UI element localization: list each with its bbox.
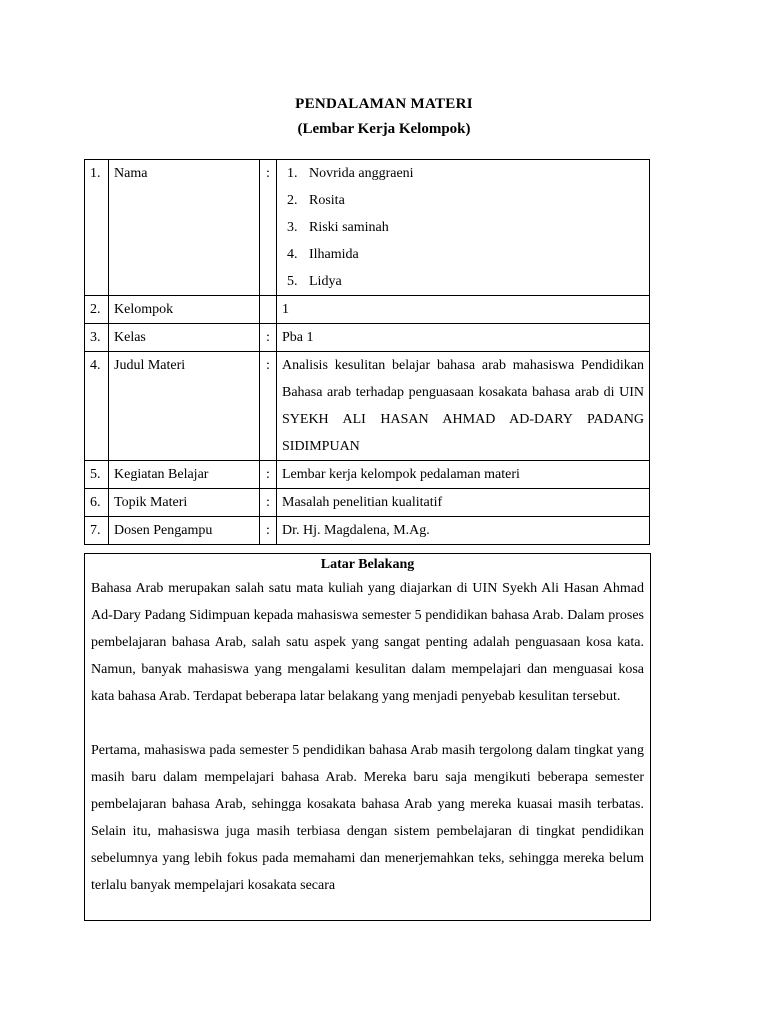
row-value: Pba 1: [277, 324, 650, 352]
list-item: 1. Novrida anggraeni: [287, 166, 414, 181]
row-label: Topik Materi: [109, 489, 260, 517]
background-section: [84, 553, 651, 921]
table-row-judul-materi: [85, 352, 650, 461]
list-item: 3. Riski saminah: [287, 220, 389, 235]
row-number: 2.: [85, 296, 109, 324]
member-list: [282, 160, 644, 295]
page-title: PENDALAMAN MATERI: [295, 96, 473, 112]
list-item: 5. Lidya: [287, 274, 342, 289]
table-row-nama: [85, 160, 650, 296]
list-item: 4. Ilhamida: [287, 247, 359, 262]
row-value: Dr. Hj. Magdalena, M.Ag.: [277, 517, 650, 545]
table-row-kegiatan-belajar: [85, 461, 650, 489]
row-label: Judul Materi: [109, 352, 260, 461]
list-item: 2. Rosita: [287, 193, 345, 208]
row-value: Analisis kesulitan belajar bahasa arab mahasiswa Pendidikan Bahasa arab terhadap penguasaan kosakata bahasa arab di UIN SYEKH ALI HASAN AHMAD AD-DARY PADANG SIDIMPUAN: [277, 352, 650, 461]
row-colon: :: [260, 324, 277, 352]
row-colon: :: [260, 489, 277, 517]
row-colon: [260, 296, 277, 324]
row-value: Lembar kerja kelompok pedalaman materi: [277, 461, 650, 489]
row-value: [277, 160, 650, 296]
row-number: 4.: [85, 352, 109, 461]
paragraph: Pertama, mahasiswa pada semester 5 pendidikan bahasa Arab masih tergolong dalam tingkat yang masih baru dalam mempelajari bahasa Arab. Mereka baru saja mengikuti beberapa semester pembelajaran bahasa Arab, sehingga kosakata bahasa Arab yang mereka kuasai masih terbatas. Selain itu, mahasiswa juga masih terbiasa dengan sistem pembelajaran di tingkat pendidikan sebelumnya yang lebih fokus pada memahami dan menerjemahkan teks, sehingga mereka belum terlalu banyak mempelajari kosakata secara: [91, 743, 644, 893]
row-colon: :: [260, 517, 277, 545]
row-colon: :: [260, 461, 277, 489]
row-label: Kelas: [109, 324, 260, 352]
row-value: Masalah penelitian kualitatif: [277, 489, 650, 517]
row-number: 5.: [85, 461, 109, 489]
row-number: 1.: [85, 160, 109, 296]
row-colon: :: [260, 160, 277, 296]
table-row-topik-materi: [85, 489, 650, 517]
row-value: 1: [277, 296, 650, 324]
table-row-kelas: [85, 324, 650, 352]
paragraph: Bahasa Arab merupakan salah satu mata kuliah yang diajarkan di UIN Syekh Ali Hasan Ahmad Ad-Dary Padang Sidimpuan kepada mahasiswa semester 5 pendidikan bahasa Arab. Dalam proses pembelajaran bahasa Arab, salah satu aspek yang sangat penting adalah penguasaan kosa kata. Namun, banyak mahasiswa yang mengalami kesulitan dalam mempelajari dan menguasai kosa kata bahasa Arab. Terdapat beberapa latar belakang yang menjadi penyebab kesulitan tersebut.: [91, 581, 644, 704]
row-label: Dosen Pengampu: [109, 517, 260, 545]
info-table: [84, 159, 650, 545]
row-colon: :: [260, 352, 277, 461]
row-label: Nama: [109, 160, 260, 296]
section-heading: Latar Belakang: [320, 557, 415, 572]
page-subtitle: (Lembar Kerja Kelompok): [297, 121, 471, 137]
row-label: Kelompok: [109, 296, 260, 324]
row-number: 3.: [85, 324, 109, 352]
table-row-kelompok: [85, 296, 650, 324]
table-row-dosen-pengampu: [85, 517, 650, 545]
row-number: 6.: [85, 489, 109, 517]
row-label: Kegiatan Belajar: [109, 461, 260, 489]
row-number: 7.: [85, 517, 109, 545]
